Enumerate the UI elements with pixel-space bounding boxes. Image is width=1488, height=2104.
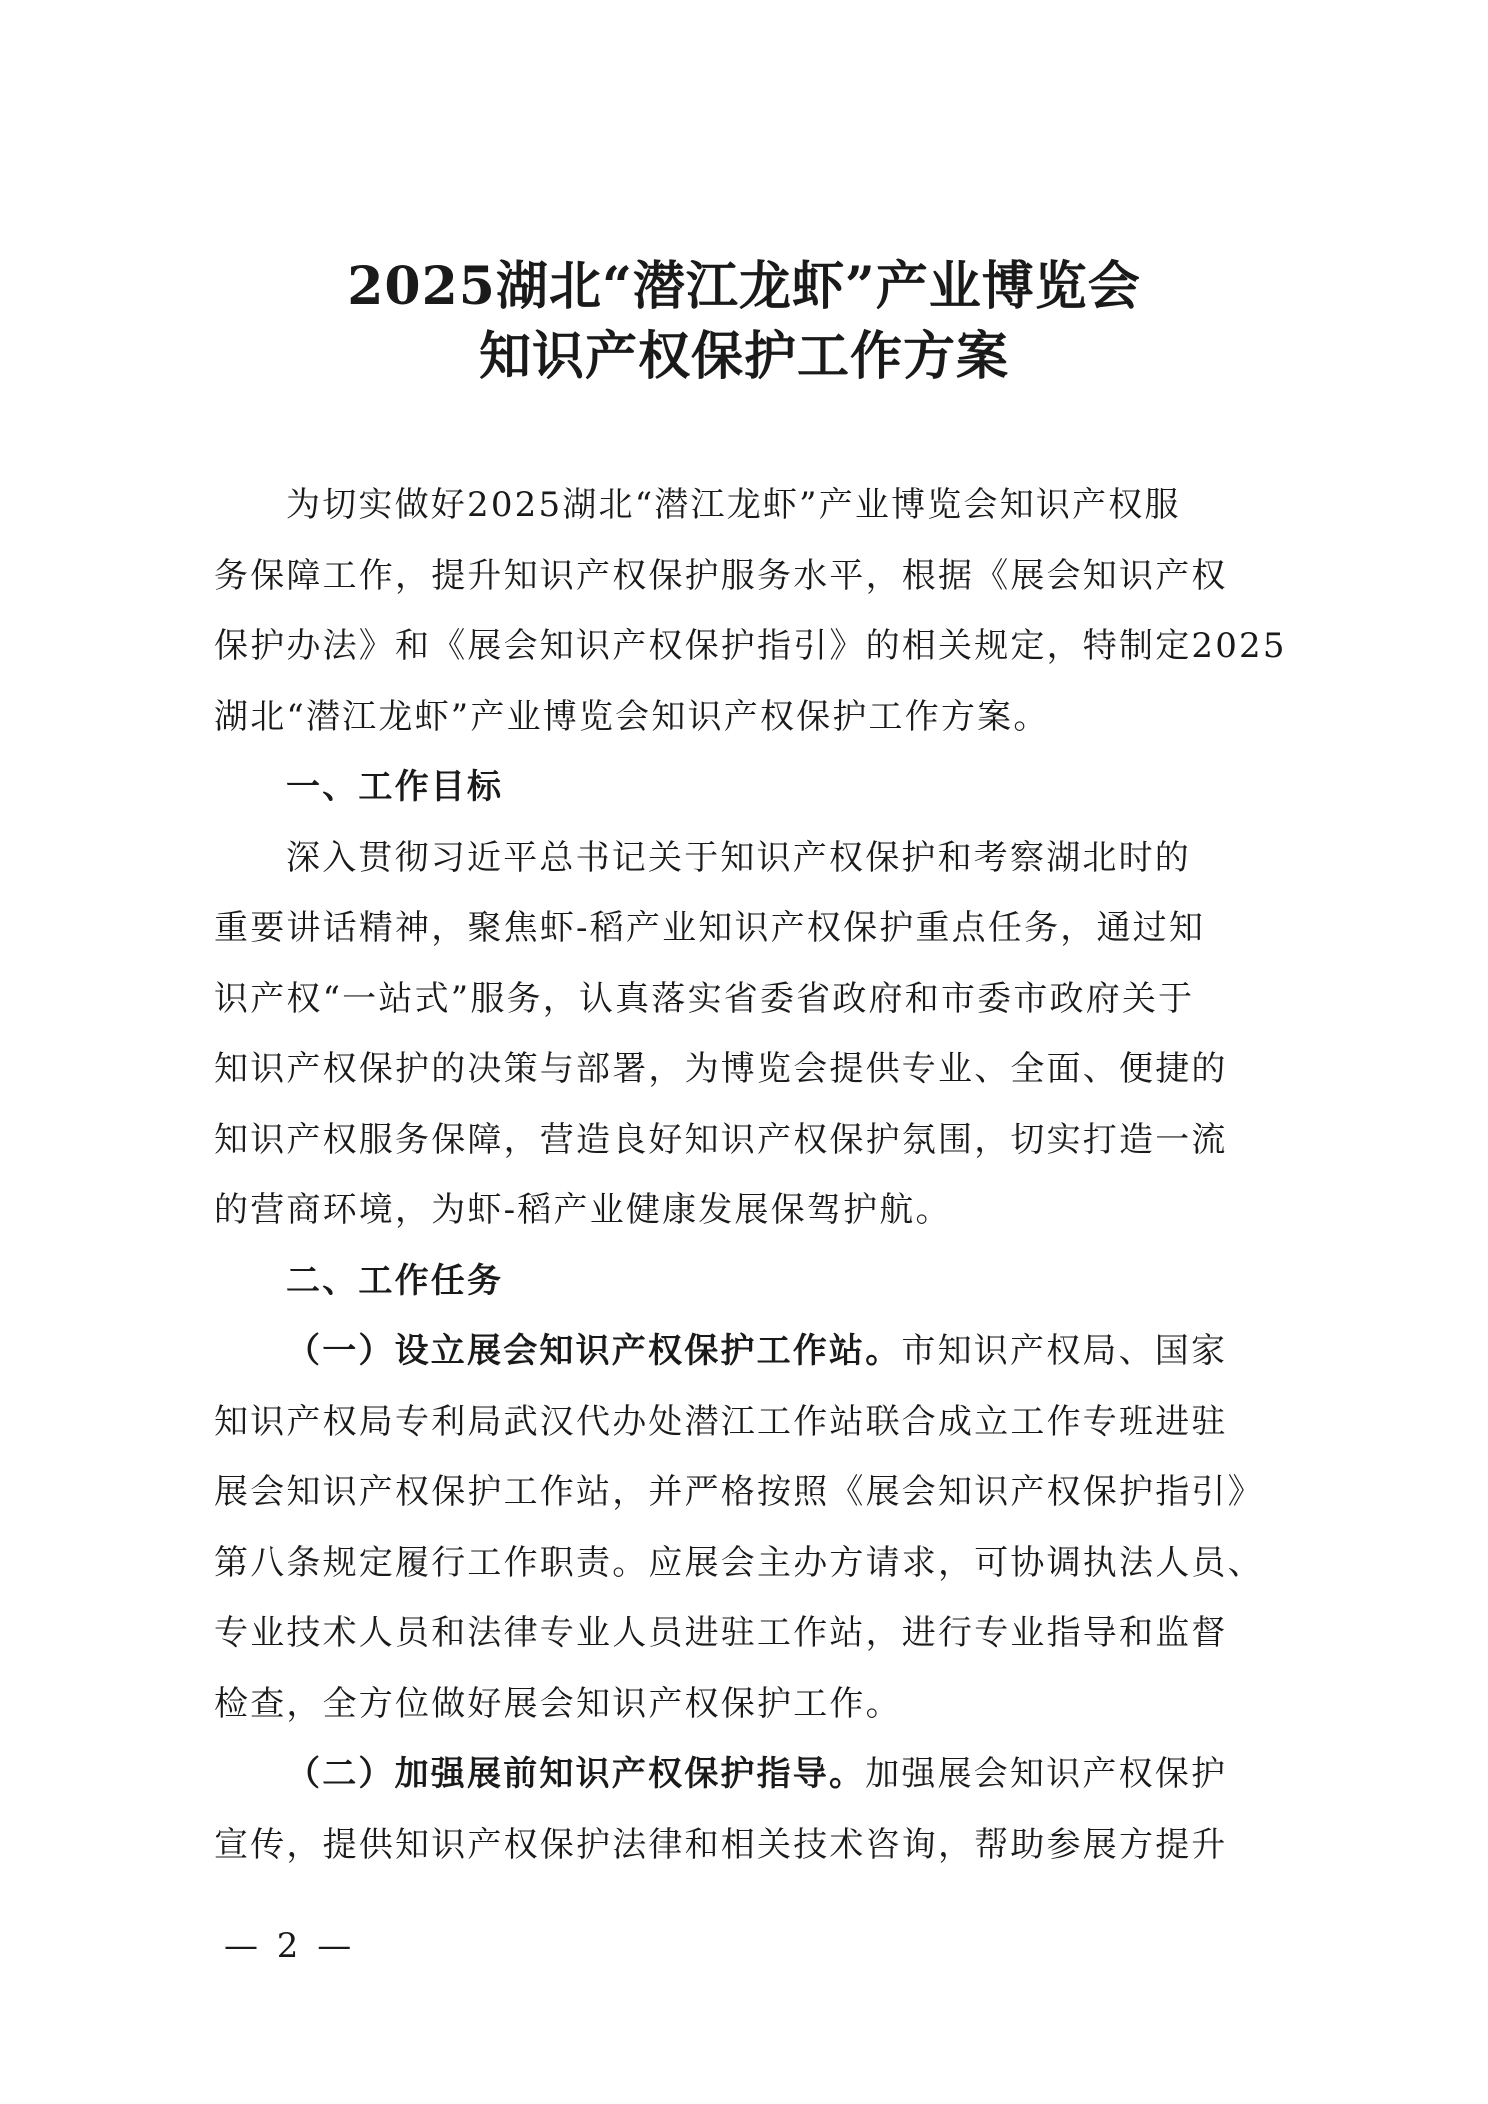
paragraph-line: 知识产权保护的决策与部署，为博览会提供专业、全面、便捷的 [214,1049,1228,1089]
intro-line: 为切实做好2025湖北“潜江龙虾”产业博览会知识产权服 [286,485,1181,525]
document-title-line-1: 2025湖北“潜江龙虾”产业博览会 [347,256,1141,317]
task-item-2-text: 加强展会知识产权保护 [865,1754,1228,1794]
page-number: — 2 — [224,1926,356,1966]
task-item-2-first-line [214,1739,1314,1810]
paragraph-line: 宣传，提供知识产权保护法律和相关技术咨询，帮助参展方提升 [214,1824,1228,1865]
paragraph-line: 知识产权局专利局武汉代办处潜江工作站联合成立工作专班进驻 [214,1401,1228,1442]
task-item-1-first-line [214,1316,1314,1387]
paragraph-line: 重要讲话精神，聚焦虾-稻产业知识产权保护重点任务，通过知 [214,908,1206,948]
paragraph-line: 识产权“一站式”服务，认真落实省委省政府和市委市政府关于 [214,978,1195,1019]
paragraph-line: 检查，全方位做好展会知识产权保护工作。 [214,1683,902,1724]
intro-line: 保护办法》和《展会知识产权保护指引》的相关规定，特制定2025 [214,626,1287,666]
section-heading-goals: 一、工作目标 [286,767,504,807]
document-title-line-2: 知识产权保护工作方案 [478,326,1009,387]
intro-line: 务保障工作，提升知识产权保护服务水平，根据《展会知识产权 [214,555,1228,596]
task-item-2-label: （二）加强展前知识产权保护指导。 [286,1754,866,1794]
task-item-1-label: （一）设立展会知识产权保护工作站。 [286,1331,902,1371]
paragraph-line: 深入贯彻习近平总书记关于知识产权保护和考察湖北时的 [286,837,1191,878]
intro-line: 湖北“潜江龙虾”产业博览会知识产权保护工作方案。 [214,696,1050,737]
paragraph-line: 专业技术人员和法律专业人员进驻工作站，进行专业指导和监督 [214,1613,1228,1653]
paragraph-line: 的营商环境，为虾-稻产业健康发展保驾护航。 [214,1190,952,1230]
document-body [214,470,1314,1880]
paragraph-line: 第八条规定履行工作职责。应展会主办方请求，可协调执法人员、 [214,1542,1264,1583]
task-item-1-text: 市知识产权局、国家 [901,1331,1228,1371]
paragraph-line: 展会知识产权保护工作站，并严格按照《展会知识产权保护指引》 [214,1472,1264,1512]
paragraph-line: 知识产权服务保障，营造良好知识产权保护氛围，切实打造一流 [214,1119,1228,1160]
section-heading-tasks: 二、工作任务 [286,1260,504,1301]
